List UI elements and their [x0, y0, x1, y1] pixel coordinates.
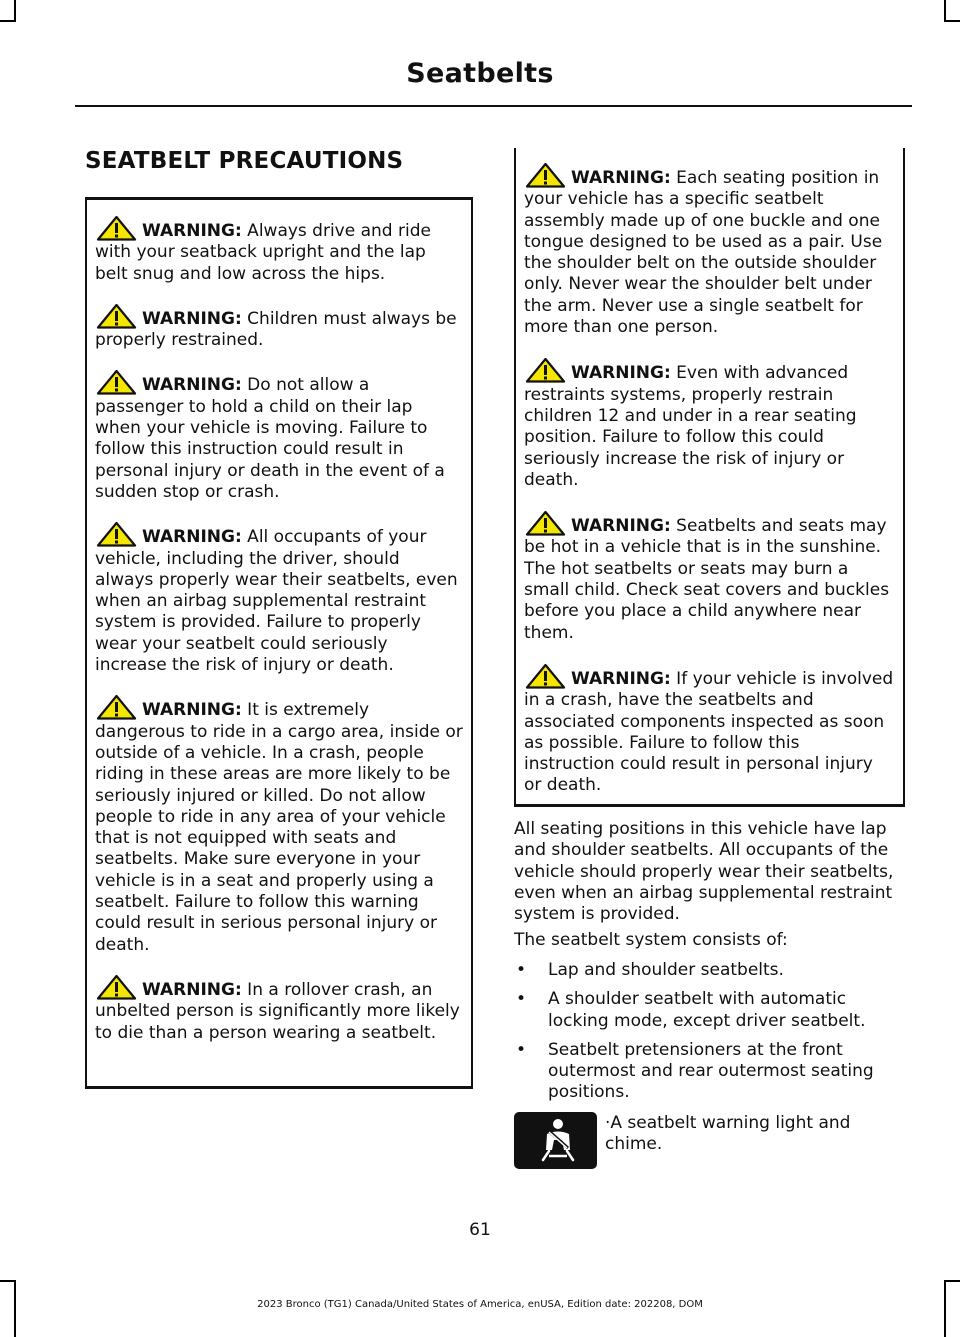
intro-paragraph: All seating positions in this vehicle have lap and shoulder seatbelts. All occupants of the vehicle should properly wear their seatbelts, even when an airbag supplemental restraint system is provided. [514, 819, 894, 925]
warning-item [95, 369, 463, 503]
warning-label: WARNING: [571, 516, 671, 537]
list-item-text: A shoulder seatbelt with automatic locking mode, except driver seatbelt. [548, 989, 866, 1031]
warning-label: WARNING: [142, 221, 242, 241]
warning-triangle-icon [95, 369, 138, 395]
list-item-text: Lap and shoulder seatbelts. [548, 960, 784, 980]
title-rule [75, 105, 912, 107]
warning-triangle-icon [95, 303, 138, 329]
warning-item [95, 974, 463, 1044]
footer-edition: 2023 Bronco (TG1) Canada/United States of America, enUSA, Edition date: 202208, DOM [257, 1299, 703, 1310]
warning-label: WARNING: [142, 375, 242, 396]
warning-item [524, 162, 895, 338]
list-item-text: Seatbelt pretensioners at the front outermost and rear outermost seating positions. [548, 1039, 874, 1103]
warning-text: Seatbelts and seats may be hot in a vehicle that is in the sunshine. The hot seatbelts or seats may burn a small child. Check seat covers and buckles before you place a child anywhere near them. [524, 516, 890, 643]
system-paragraph: The seatbelt system consists of: [514, 930, 788, 950]
warnings-box-left [85, 197, 473, 1089]
icon-caption: ·A seatbelt warning light and chime. [605, 1113, 851, 1155]
warning-item [524, 663, 895, 797]
warning-triangle-icon [524, 663, 567, 689]
warning-text: It is extremely dangerous to ride in a cargo area, inside or outside of a vehicle. In a crash, people riding in these areas are more likely to be seriously injured or killed. Do not allow people to ride in any area of your vehicle that is not equipped with seats and seatbelts. Make sure everyone in your vehicle is in a seat and properly using a seatbelt. Failure to follow this warning could result in serious personal injury or death. [95, 700, 463, 955]
warning-item [95, 215, 463, 285]
crop-mark [0, 20, 16, 22]
warning-triangle-icon [95, 694, 138, 720]
box-top-border [85, 197, 473, 200]
warning-text: All occupants of your vehicle, including the driver, should always properly wear their seatbelts, even when an airbag supplemental restraint system is provided. Failure to properly wear your seatbelt could seriously increase the risk of injury or death. [95, 527, 458, 676]
crop-mark [944, 20, 960, 22]
bullet-glyph: • [516, 1039, 527, 1060]
warning-text: If your vehicle is involved in a crash, have the seatbelts and associated components inspected as soon as possible. Failure to follow this instruction could result in personal injury or death. [524, 668, 894, 796]
warning-label: WARNING: [571, 168, 671, 188]
warnings-list-left [95, 215, 463, 1044]
warning-text: Each seating position in your vehicle has a specific seatbelt assembly made up of one buckle and one tongue designed to be used as a pair. Use the shoulder belt on the outside shoulder only. Never wear the shoulder belt under the arm. Never use a single seatbelt for more than one person. [524, 168, 883, 338]
warning-triangle-icon [524, 510, 567, 536]
box-bottom-border [85, 1086, 473, 1089]
warning-item [95, 303, 463, 352]
seatbelt-warning-icon-graphic [514, 1112, 597, 1169]
seatbelt-warning-icon [514, 1112, 597, 1169]
warning-triangle-icon [524, 162, 567, 188]
warning-text: In a rollover crash, an unbelted person is significantly more likely to die than a person wearing a seatbelt. [95, 979, 460, 1043]
page-number: 61 [469, 1220, 491, 1240]
list-item [514, 989, 909, 1032]
page-title: Seatbelts [406, 58, 554, 89]
warning-text: Even with advanced restraints systems, properly restrain children 12 and under in a rear seating position. Failure to follow this could seriously increase the risk of injury or death. [524, 363, 857, 490]
bullet-glyph: • [516, 989, 527, 1010]
crop-mark [944, 0, 946, 22]
warning-item [524, 510, 895, 644]
list-item [514, 960, 909, 981]
warning-triangle-icon [95, 521, 138, 547]
warnings-box-right [514, 148, 905, 807]
warning-label: WARNING: [571, 668, 671, 689]
warnings-list-right [524, 162, 895, 797]
section-heading: SEATBELT PRECAUTIONS [85, 148, 404, 174]
warning-label: WARNING: [142, 700, 242, 721]
warning-item [95, 694, 463, 956]
bullet-glyph: • [516, 960, 527, 980]
warning-item [95, 521, 463, 676]
warning-label: WARNING: [142, 979, 242, 1000]
warning-label: WARNING: [142, 527, 242, 548]
warning-label: WARNING: [571, 363, 671, 384]
crop-mark [14, 0, 16, 22]
warning-triangle-icon [95, 974, 138, 1000]
warning-label: WARNING: [142, 308, 242, 329]
warning-text: Do not allow a passenger to hold a child on their lap when your vehicle is moving. Failure to follow this instruction could result in personal injury or death in the event of a sudden stop or crash. [95, 375, 445, 502]
warning-item [524, 357, 895, 491]
warning-text: Children must always be properly restrained. [95, 308, 457, 351]
warning-triangle-icon [95, 215, 138, 241]
crop-mark [944, 1280, 960, 1282]
bullet-list [514, 960, 909, 1112]
warning-triangle-icon [524, 357, 567, 383]
list-item [514, 1040, 909, 1104]
crop-mark [0, 1280, 16, 1282]
warning-text: Always drive and ride with your seatback upright and the lap belt snug and low across the hips. [95, 221, 431, 284]
box-bottom-border [514, 804, 905, 807]
